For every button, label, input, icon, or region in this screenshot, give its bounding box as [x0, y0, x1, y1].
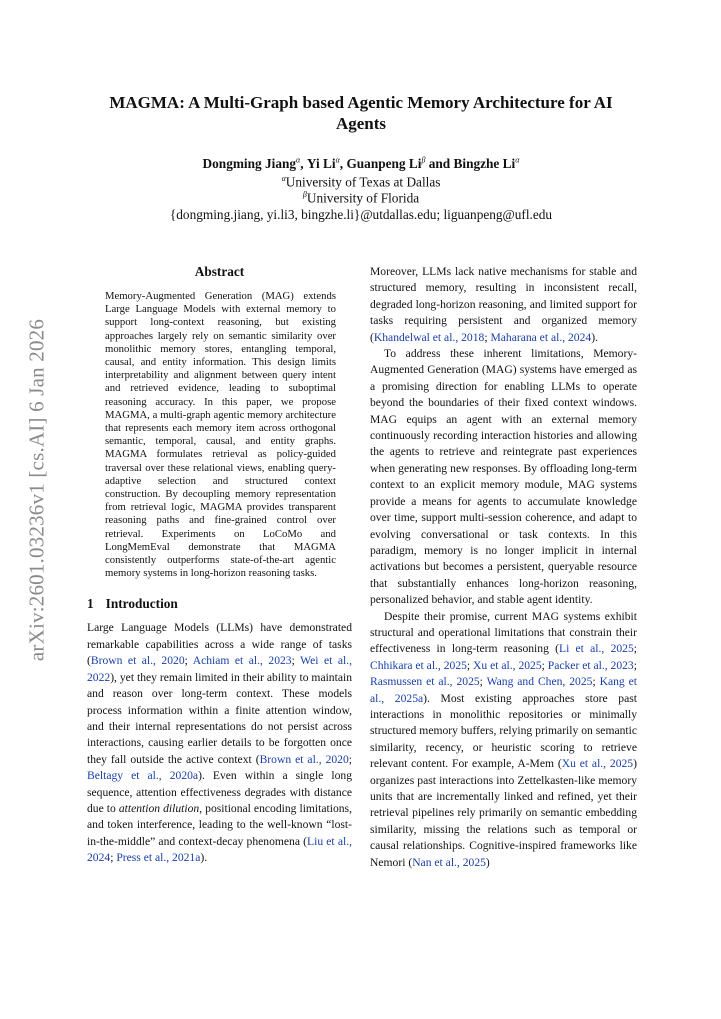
paragraph-text: ). Most existing approaches store past interactions in monolithic repositories or minimally structured memory buffers, relying primarily on semantic similarity, recency, or heuristic scoring to retrieve relevant content. For example, A-Mem ( — [370, 691, 637, 771]
author-2: Yi $Li^\alpha$, — [306, 156, 347, 172]
abstract-text: Memory-Augmented Generation (MAG) extends Large Language Models with external memory to support long-context reasoning, but existing approaches largely rely on semantic similarity over monolithic memory stores, entangling temporal, causal, and entity information. This design limits interpretability and alignment between query intent and retrieved evidence, leading to suboptimal reasoning accuracy. In this paper, we propose MAGMA, a multi-graph agentic memory architecture that represents each memory item across orthogonal semantic, temporal, causal, and entity graphs. MAGMA formulates retrieval as policy-guided traversal over these relational views, enabling query-adaptive selection and structured context construction. By decoupling memory representation from retrieval logic, MAGMA provides transparent reasoning paths and fine-grained control over retrieval. Experiments on LoCoMo and LongMemEval demonstrate that MAGMA consistently outperforms state-of-the-art agentic memory systems in long-horizon reasoning tasks. — [105, 290, 336, 580]
paragraph-text: ). — [200, 851, 208, 865]
paragraph-text: ; — [184, 654, 193, 668]
author-emails: {dongming.jiang, yi.li3, bingzhe.li}@utdallas.edu; liguanpeng@ufl.edu — [169, 207, 553, 222]
paragraph-text: ) organizes past interactions into Zettelkasten-like memory units that are incrementally linked and refined, yet their retrieval pipelines rely primarily on semantic embedding similarity, missing the relations such as temporal or causal relationships. Cognitive-inspired frameworks like Nemori ( — [370, 757, 637, 869]
paragraph-text: ; — [541, 658, 548, 672]
left-column — [87, 264, 352, 867]
citation-link[interactable]: Chhikara et al., 2025 — [370, 658, 467, 672]
abstract-heading: Abstract — [194, 264, 245, 279]
author-3: Guanpeng $Li^\beta$ and — [346, 156, 454, 172]
author-list — [95, 156, 627, 172]
paragraph-text: ). Even within a single long sequence, attention effectiveness degrades with distance due to — [87, 769, 352, 815]
citation-link[interactable]: Li et al., 2025 — [558, 642, 634, 656]
paragraph-text: ; — [110, 851, 117, 865]
paragraph-text: ). — [591, 330, 598, 344]
intro-paragraph-4 — [370, 609, 637, 872]
arxiv-identifier — [22, 300, 52, 680]
citation-link[interactable]: Beltagy et al., 2020a — [87, 769, 199, 783]
paragraph-text: ; — [592, 675, 600, 689]
citation-link[interactable]: Press et al., 2021a — [116, 851, 201, 865]
citation-link[interactable]: Brown et al., 2020 — [259, 752, 349, 766]
paragraph-text: ; — [466, 658, 474, 672]
affiliation-uf: $^\beta$University of Florida — [302, 190, 420, 206]
citation-link[interactable]: Wang and Chen, 2025 — [486, 675, 593, 689]
paragraph-text: ) — [485, 855, 490, 869]
paragraph-text: ; — [633, 658, 637, 672]
paragraph-text: , positional encoding limitations, and token interference, leading to the well-known “lost-in-the-middle” and context-decay phenomena ( — [87, 801, 352, 848]
section-heading-introduction — [87, 596, 352, 612]
citation-link[interactable]: Xu et al., 2025 — [561, 757, 634, 771]
paragraph-text: ), yet they remain limited in their ability to maintain and reason over long-term context. These models process information within a finite attention window, and their internal representations do not persist across interactions, causing earlier details to be forgotten once they fall outside the active context ( — [87, 670, 352, 766]
citation-link[interactable]: Brown et al., 2020 — [90, 654, 185, 668]
intro-paragraph-2 — [370, 264, 637, 346]
paragraph-text: Despite their promise, current MAG systems exhibit structural and operational limitations that constrain their effectiveness in long-term reasoning ( — [370, 609, 637, 656]
arxiv-id-text: arXiv:2601.03236v1 [cs.AI] 6 Jan 2026 — [24, 318, 49, 662]
paragraph-text: ; — [348, 752, 352, 766]
emphasized-text: attention dilution — [118, 801, 200, 815]
paragraph-text: Large Language Models (LLMs) have demonstrated remarkable capabilities across a wide range of tasks ( — [87, 621, 352, 668]
paragraph-text: Moreover, LLMs lack native mechanisms for stable and structured memory, resulting in inconsistent recall, degraded long-horizon reasoning, and limited support for tasks requiring persistent and organized memory ( — [370, 265, 637, 344]
citation-link[interactable]: Packer et al., 2023 — [547, 658, 634, 672]
citation-link[interactable]: Kang et al., 2025a — [370, 675, 637, 705]
author-1: Dongming Jiang$^\alpha$, — [202, 156, 307, 172]
paragraph-text: To address these inherent limitations, Memory-Augmented Generation (MAG) systems have emerged as a promising direction for enabling LLMs to operate beyond the boundaries of their fixed context windows. MAG equips an agent with an external memory continuously recording interaction histories and allowing the agents to retrieve and reintegrate past experiences when generating new responses. By offloading long-term context to an explicit memory module, MAG systems provide a means for agents to accumulate knowledge over time, support multi-session coherence, and adapt to evolving conversational or task contexts. In this paradigm, memory is no longer implicit in internal activations but becomes a persistent, queryable resource that substantially enhances long-horizon reasoning, personalized behavior, and stable agent identity. — [370, 347, 637, 607]
citation-link[interactable]: Nan et al., 2025 — [412, 855, 486, 869]
author-4: Bingzhe $Li^\alpha$ — [453, 156, 520, 172]
intro-paragraph-1 — [87, 620, 352, 866]
right-column — [370, 264, 637, 871]
section-title: Introduction — [105, 596, 178, 612]
paragraph-text: ; — [633, 642, 637, 656]
paragraph-text: ; — [479, 675, 487, 689]
paper-title: MAGMA: A Multi-Graph based Agentic Memory Architecture for AI Agents — [109, 93, 613, 133]
section-number: 1 — [87, 596, 94, 612]
citation-link[interactable]: Rasmussen et al., 2025 — [370, 675, 480, 689]
intro-paragraph-3 — [370, 346, 637, 609]
paragraph-text: ; — [291, 654, 301, 668]
affiliation-utd: $^\alpha$University of Texas at Dallas — [281, 174, 441, 190]
paragraph-text: ; — [484, 330, 491, 344]
citation-link[interactable]: Xu et al., 2025 — [473, 658, 542, 672]
citation-link[interactable]: Liu et al., 2024 — [87, 834, 352, 865]
citation-link[interactable]: Achiam et al., 2023 — [192, 654, 292, 668]
citation-link[interactable]: Khandelwal et al., 2018 — [373, 330, 485, 344]
citation-link[interactable]: Maharana et al., 2024 — [490, 330, 592, 344]
citation-link[interactable]: Wei et al., 2022 — [87, 654, 352, 684]
